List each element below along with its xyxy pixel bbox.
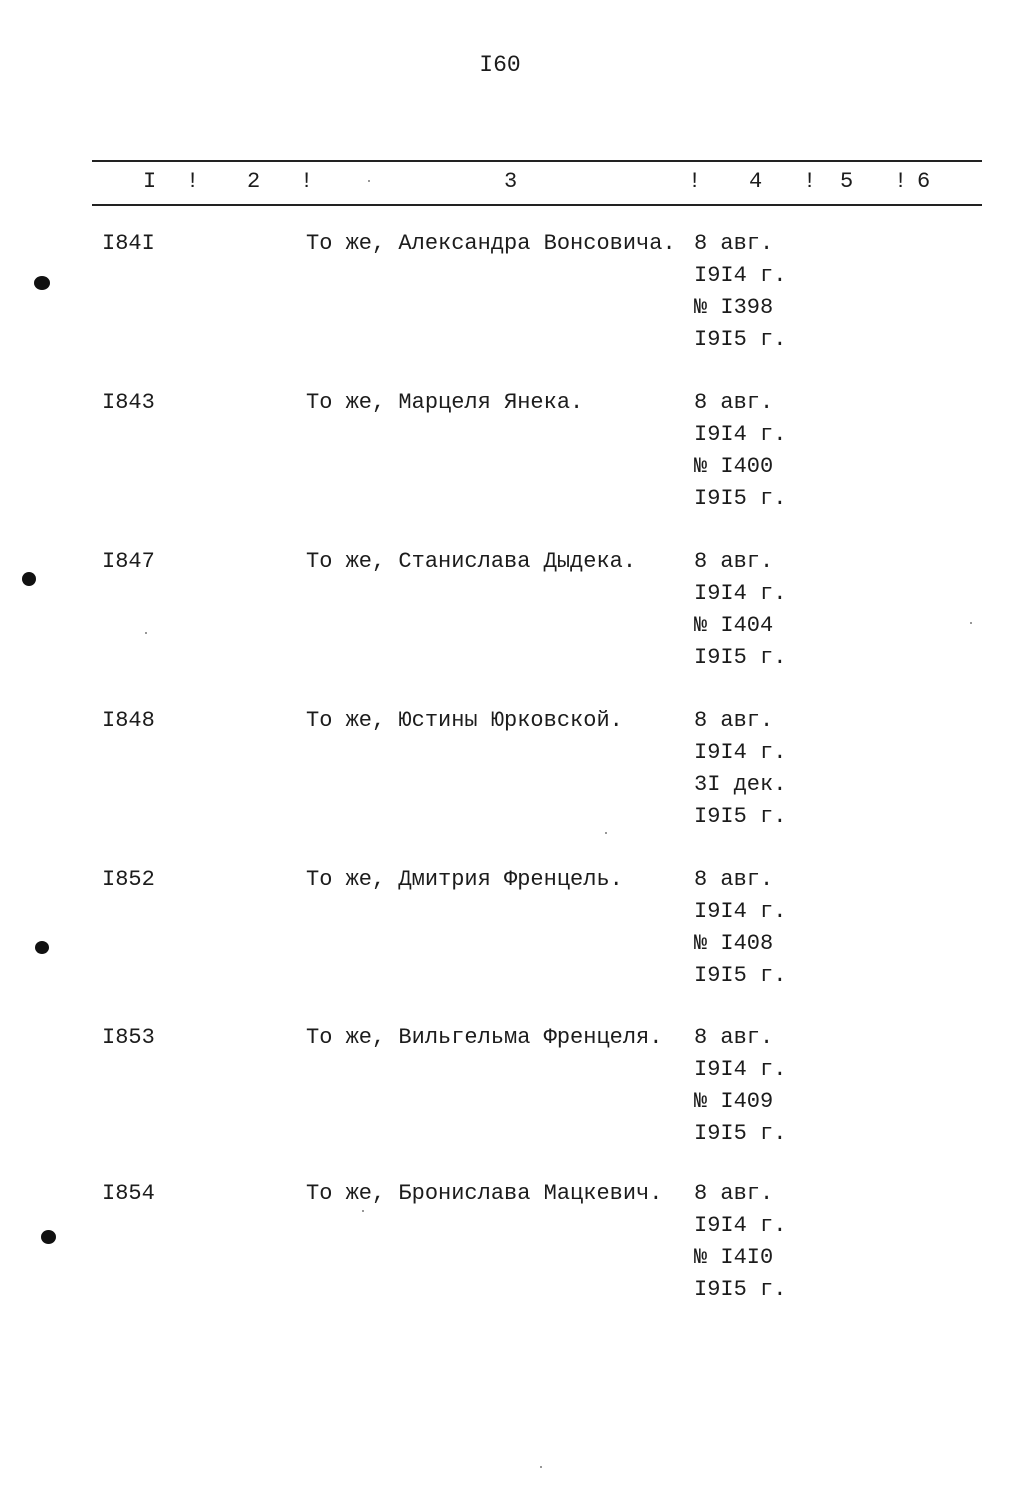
scan-speck (368, 180, 370, 182)
header-separator: ! (688, 169, 702, 194)
header-separator: ! (894, 169, 908, 194)
scan-speck (970, 622, 972, 624)
table-row (0, 387, 1024, 527)
date-line: 8 авг. (694, 867, 774, 892)
entry-number: I84I (102, 231, 155, 256)
entry-dates (694, 1178, 786, 1306)
date-line: № I408 (694, 931, 774, 956)
date-line: № I400 (694, 454, 774, 479)
header-col-2: 2 (247, 169, 261, 194)
date-line: 8 авг. (694, 390, 774, 415)
entry-dates (694, 546, 786, 674)
punch-hole-blot (22, 572, 36, 586)
entry-number: I853 (102, 1025, 155, 1050)
entry-description: То же, Вильгельма Френцеля. (306, 1025, 663, 1050)
entry-description: То же, Дмитрия Френцель. (306, 867, 623, 892)
entry-description: То же, Александра Вонсовича. (306, 231, 676, 256)
entry-description: То же, Марцеля Янека. (306, 390, 584, 415)
entry-dates (694, 705, 786, 833)
entry-dates (694, 1022, 786, 1150)
header-col-5: 5 (840, 169, 854, 194)
date-line: № I404 (694, 613, 774, 638)
table-row (0, 546, 1024, 686)
date-line: I9I4 г. (694, 581, 787, 606)
date-line: 8 авг. (694, 231, 774, 256)
punch-hole-blot (41, 1230, 56, 1244)
table-row (0, 705, 1024, 845)
scan-speck (362, 1210, 364, 1212)
punch-hole-blot (35, 941, 49, 954)
table-row (0, 228, 1024, 368)
date-line: 8 авг. (694, 1181, 774, 1206)
date-line: I9I5 г. (694, 327, 787, 352)
date-line: I9I4 г. (694, 263, 787, 288)
date-line: I9I4 г. (694, 422, 787, 447)
date-line: № I4I0 (694, 1245, 774, 1270)
date-line: I9I5 г. (694, 804, 787, 829)
header-separator: ! (186, 169, 200, 194)
date-line: I9I5 г. (694, 1121, 787, 1146)
date-line: I9I5 г. (694, 486, 787, 511)
entry-number: I847 (102, 549, 155, 574)
entry-dates (694, 387, 786, 515)
date-line: I9I5 г. (694, 1277, 787, 1302)
date-line: 8 авг. (694, 708, 774, 733)
date-line: I9I5 г. (694, 963, 787, 988)
header-col-6: 6 (917, 169, 931, 194)
date-line: I9I4 г. (694, 1057, 787, 1082)
entry-number: I848 (102, 708, 155, 733)
entry-description: То же, Бронислава Мацкевич. (306, 1181, 663, 1206)
entry-number: I843 (102, 390, 155, 415)
header-separator: ! (803, 169, 817, 194)
date-line: 8 авг. (694, 549, 774, 574)
date-line: I9I4 г. (694, 740, 787, 765)
date-line: № I398 (694, 295, 774, 320)
entry-dates (694, 864, 786, 992)
header-col-4: 4 (749, 169, 763, 194)
table-top-rule (92, 160, 982, 162)
date-line: № I409 (694, 1089, 774, 1114)
date-line: 3I дек. (694, 772, 787, 797)
scan-speck (145, 632, 147, 634)
date-line: I9I4 г. (694, 899, 787, 924)
scan-speck (540, 1466, 542, 1468)
header-col-3: 3 (504, 169, 518, 194)
date-line: I9I4 г. (694, 1213, 787, 1238)
entry-dates (694, 228, 786, 356)
header-separator: ! (300, 169, 314, 194)
punch-hole-blot (34, 276, 50, 290)
table-row (0, 1022, 1024, 1162)
entry-description: То же, Станислава Дыдека. (306, 549, 637, 574)
date-line: 8 авг. (694, 1025, 774, 1050)
table-header-rule (92, 204, 982, 206)
entry-number: I852 (102, 867, 155, 892)
header-col-1: I (143, 169, 157, 194)
page-number: I60 (479, 52, 521, 78)
scan-speck (605, 832, 607, 834)
entry-description: То же, Юстины Юрковской. (306, 708, 623, 733)
table-row (0, 1178, 1024, 1318)
table-row (0, 864, 1024, 1004)
date-line: I9I5 г. (694, 645, 787, 670)
entry-number: I854 (102, 1181, 155, 1206)
